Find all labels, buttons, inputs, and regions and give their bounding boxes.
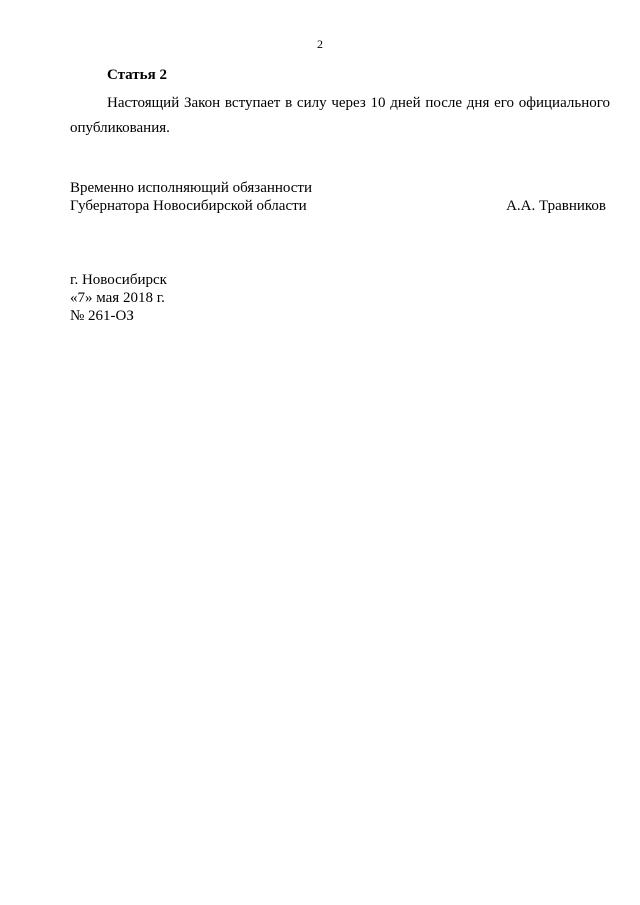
signature-row (70, 197, 610, 215)
enactment-number: № 261-ОЗ (70, 308, 134, 324)
article-paragraph (70, 91, 610, 141)
article-heading: Статья 2 (107, 67, 167, 83)
page-number: 2 (317, 37, 323, 51)
signer-name: А.А. Травников (506, 198, 606, 214)
signer-position-line-1: Временно исполняющий обязанности (70, 180, 313, 196)
signer-position-line-2: Губернатора Новосибирской области (70, 198, 307, 214)
article-text-line-2: опубликования. (70, 120, 170, 136)
article-text-line-1: Настоящий Закон вступает в силу через 10 дней после дня его официального (107, 95, 610, 111)
enactment-date: «7» мая 2018 г. (70, 290, 165, 306)
enactment-place: г. Новосибирск (70, 272, 167, 288)
signature-block (70, 179, 610, 215)
enactment-block (70, 271, 167, 325)
